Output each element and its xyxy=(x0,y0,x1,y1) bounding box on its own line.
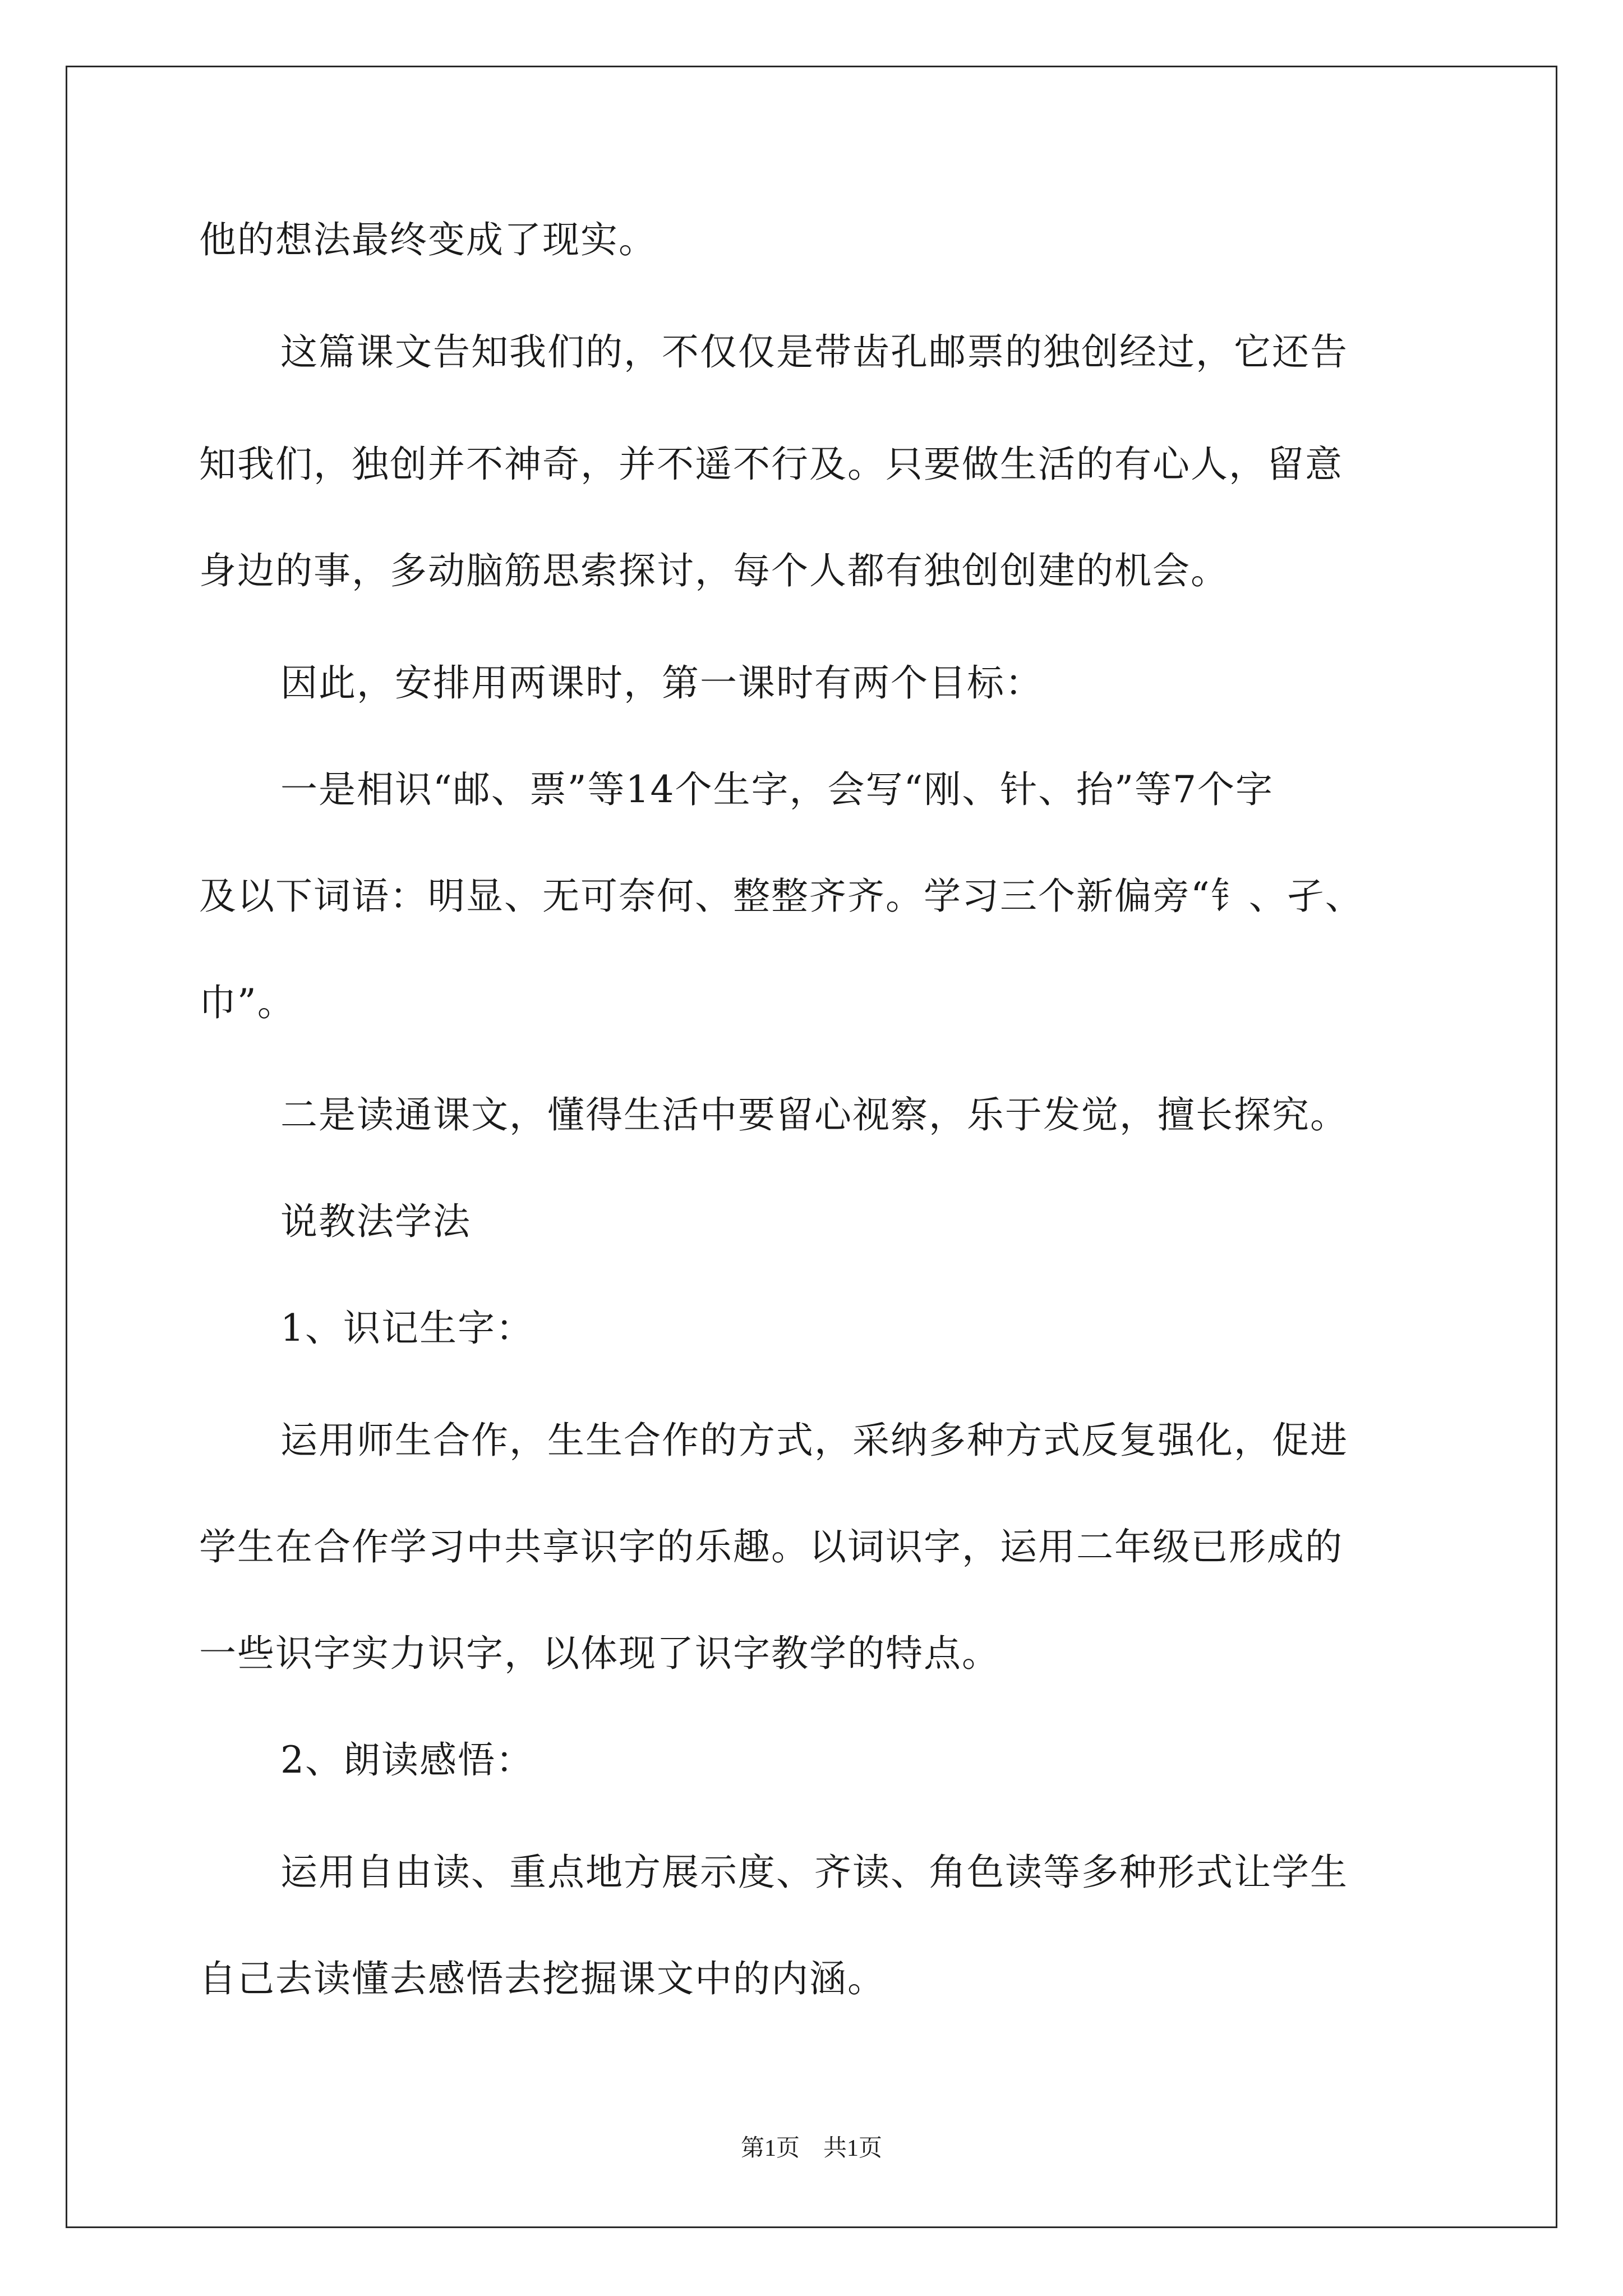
section-heading: 说教法学法 xyxy=(280,1200,471,1243)
text-line: 身边的事，多动脑筋思索探讨，每个人都有独创创建的机会。 xyxy=(199,549,1229,592)
text-line: 及以下词语：明显、无可奈何、整整齐齐。学习三个新偏旁“钅、孑、 xyxy=(199,875,1363,918)
text-line: 学生在合作学习中共享识字的乐趣。以词识字，运用二年级已形成的 xyxy=(199,1525,1343,1568)
text-line: 自己去读懂去感悟去挖掘课文中的内涵。 xyxy=(199,1957,886,2000)
paragraph-start: 运用师生合作，生生合作的方式，采纳多种方式反复强化，促进 xyxy=(280,1419,1348,1462)
subheading: 2、朗读感悟： xyxy=(280,1738,534,1782)
text-line: 巾”。 xyxy=(199,981,296,1024)
text-line: 他的想法最终变成了现实。 xyxy=(199,218,657,261)
page-number-footer: 第1页 共1页 xyxy=(740,2136,882,2161)
text-line: 知我们，独创并不神奇，并不遥不行及。只要做生活的有心人，留意 xyxy=(199,443,1343,486)
page-border xyxy=(66,66,1557,2228)
paragraph-start: 二是读通课文，懂得生活中要留心视察，乐于发觉，擅长探究。 xyxy=(280,1093,1348,1137)
paragraph-start: 运用自由读、重点地方展示度、齐读、角色读等多种形式让学生 xyxy=(280,1851,1348,1894)
paragraph-start: 这篇课文告知我们的，不仅仅是带齿孔邮票的独创经过，它还告 xyxy=(280,330,1348,374)
subheading: 1、识记生字： xyxy=(280,1306,534,1350)
paragraph-start: 因此，安排用两课时，第一课时有两个目标： xyxy=(280,661,1043,705)
paragraph-start: 一是相识“邮、票”等14个生字，会写“刚、针、抬”等7个字 xyxy=(280,768,1274,811)
text-line: 一些识字实力识字，以体现了识字教学的特点。 xyxy=(199,1632,1000,1675)
